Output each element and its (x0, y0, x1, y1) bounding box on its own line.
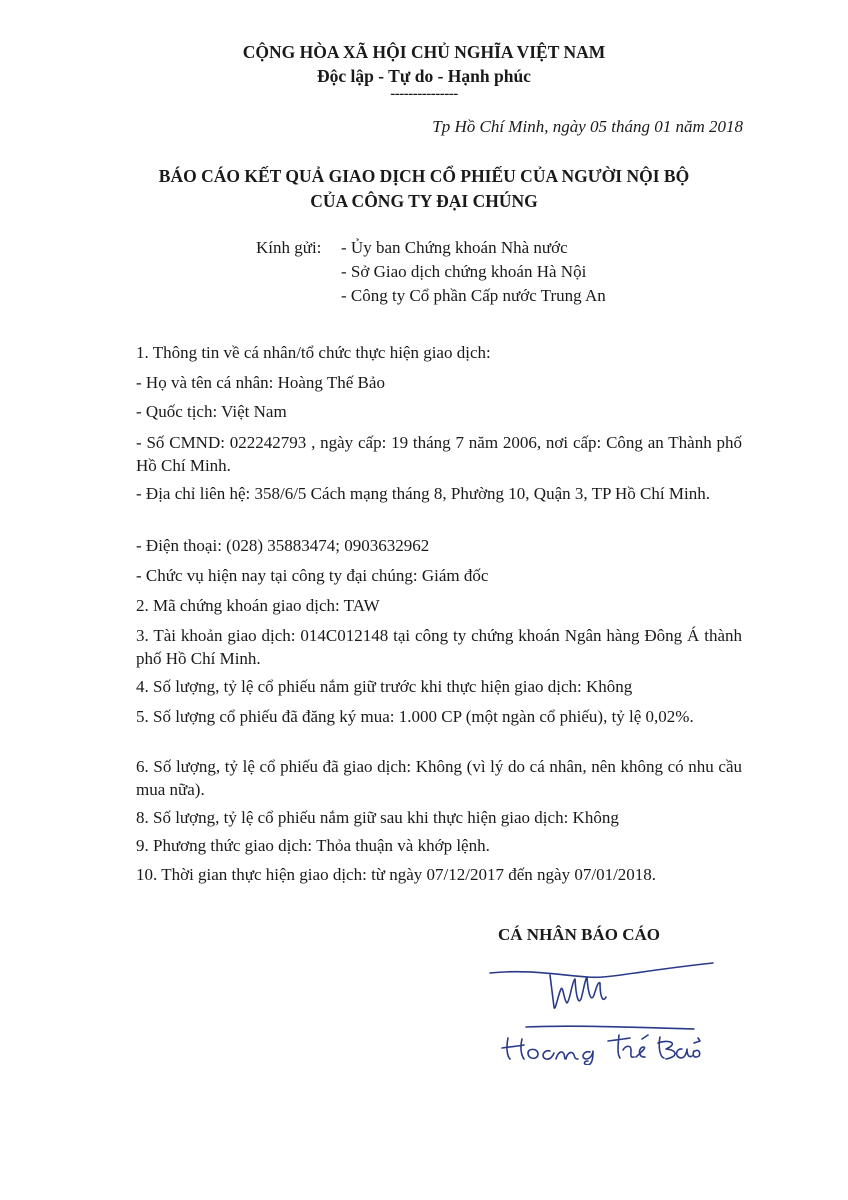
address-line: - Địa chỉ liên hệ: 358/6/5 Cách mạng tháng 8, Phường 10, Quận 3, TP Hồ Chí Minh. (136, 484, 710, 503)
report-title-line2: CỦA CÔNG TY ĐẠI CHÚNG (310, 191, 538, 211)
full-name-line: - Họ và tên cá nhân: Hoàng Thế Bảo (136, 373, 385, 392)
section-4-line: 4. Số lượng, tỷ lệ cổ phiếu nắm giữ trước khi thực hiện giao dịch: Không (136, 677, 633, 696)
signature-heading: CÁ NHÂN BÁO CÁO (498, 925, 660, 944)
recipient-item: - Ủy ban Chứng khoán Nhà nước (341, 238, 568, 257)
section-5-line: 5. Số lượng cổ phiếu đã đăng ký mua: 1.000 CP (một ngàn cổ phiếu), tỷ lệ 0,02%. (136, 707, 694, 726)
header-separator: --------------- (390, 86, 458, 102)
phone-line: - Điện thoại: (028) 35883474; 0903632962 (136, 536, 430, 555)
section-10-line: 10. Thời gian thực hiện giao dịch: từ ngày 07/12/2017 đến ngày 07/01/2018. (136, 865, 657, 884)
section-8-line: 8. Số lượng, tỷ lệ cổ phiếu nắm giữ sau khi thực hiện giao dịch: Không (136, 808, 619, 827)
national-title: CỘNG HÒA XÃ HỘI CHỦ NGHĨA VIỆT NAM (242, 42, 606, 62)
position-line: - Chức vụ hiện nay tại công ty đại chúng: Giám đốc (136, 566, 489, 585)
recipient-item: - Sở Giao dịch chứng khoán Hà Nội (341, 262, 587, 281)
section-9-line: 9. Phương thức giao dịch: Thỏa thuận và khớp lệnh. (136, 836, 490, 855)
section-6-line: 6. Số lượng, tỷ lệ cổ phiếu đã giao dịch: Không (vì lý do cá nhân, nên không có nhu cầu mua nữa). (136, 757, 742, 799)
nationality-line: - Quốc tịch: Việt Nam (136, 402, 287, 421)
section-2-line: 2. Mã chứng khoán giao dịch: TAW (136, 596, 380, 615)
handwritten-signature (488, 955, 718, 1065)
section-3-line: 3. Tài khoản giao dịch: 014C012148 tại công ty chứng khoán Ngân hàng Đông Á thành phố Hồ Chí Minh. (136, 626, 742, 668)
report-title-line1: BÁO CÁO KẾT QUẢ GIAO DỊCH CỔ PHIẾU CỦA NGƯỜI NỘI BỘ (158, 166, 690, 186)
recipient-item: - Công ty Cổ phần Cấp nước Trung An (341, 286, 606, 305)
section-1-heading: 1. Thông tin về cá nhân/tổ chức thực hiện giao dịch: (136, 343, 491, 362)
place-and-date: Tp Hồ Chí Minh, ngày 05 tháng 01 năm 2018 (432, 117, 743, 136)
addressee-label: Kính gửi: (256, 238, 322, 257)
national-motto: Độc lập - Tự do - Hạnh phúc (317, 66, 531, 86)
id-card-line: - Số CMND: 022242793 , ngày cấp: 19 tháng 7 năm 2006, nơi cấp: Công an Thành phố Hồ Chí Minh. (136, 433, 742, 475)
